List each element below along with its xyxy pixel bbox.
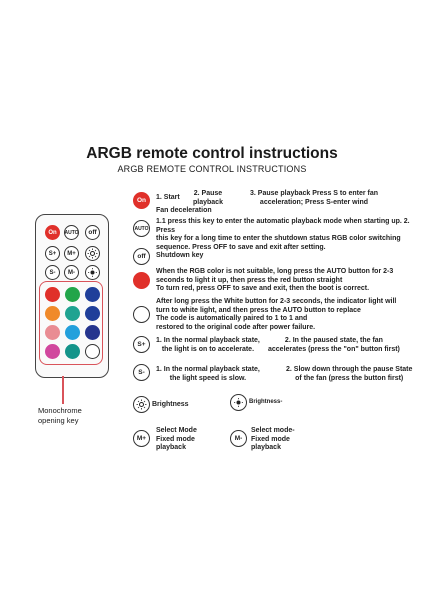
white-description [156, 298, 418, 332]
splus-b-line2: accelerates (press the "on" button first) [268, 345, 400, 353]
sminus-a-line1: 1. In the normal playback state, [156, 366, 260, 373]
brightness-down-key [85, 265, 100, 280]
mplus-line1: Select Mode [156, 427, 197, 434]
color-key [85, 287, 100, 302]
pause-line2: playback [193, 198, 223, 206]
m-plus-icon: M+ [133, 430, 150, 447]
color-key [65, 306, 80, 321]
auto-description [156, 218, 418, 252]
s-plus-normal [156, 337, 260, 354]
color-key [65, 287, 80, 302]
auto-icon: AUTO [133, 220, 150, 237]
color-key [45, 306, 60, 321]
brightness-up-icon [136, 399, 147, 410]
brightness-down-icon [87, 267, 98, 278]
mminus-line1: Select mode- [251, 427, 295, 434]
brightness-up-icon [87, 248, 98, 259]
m-plus-description [156, 427, 197, 453]
brightness-down-icon [233, 397, 244, 408]
s-plus-key: S+ [45, 246, 60, 261]
pause-playback-label [250, 190, 378, 207]
white-line4: restored to the original code after power failure. [156, 323, 316, 331]
color-key [45, 344, 60, 359]
brightness-up-label: Brightness [152, 401, 189, 408]
sminus-b-line2: of the fan (press the button first) [295, 374, 404, 382]
pause-playback-line2: acceleration; Press S-enter wind [259, 198, 369, 206]
color-key [85, 344, 100, 359]
mplus-line2: Fixed mode [156, 435, 195, 443]
fan-deceleration-label: Fan deceleration [156, 207, 212, 214]
red-line1: When the RGB color is not suitable, long press the AUTO button for 2-3 [156, 268, 394, 275]
on-icon: On [133, 192, 150, 209]
auto-line2: this key for a long time to enter the shutdown status RGB color switching [156, 235, 401, 243]
red-description [156, 268, 418, 294]
page-subtitle: ARGB REMOTE CONTROL INSTRUCTIONS [117, 164, 307, 174]
color-key [65, 344, 80, 359]
s-plus-icon: S+ [133, 336, 150, 353]
red-line2: seconds to light it up, then press the red button straight [156, 276, 343, 284]
page-title: ARGB remote control instructions [86, 145, 338, 162]
monochrome-label-line1: Monochrome [38, 406, 82, 415]
brightness-down-row-icon [230, 394, 247, 411]
remote-control [35, 214, 109, 378]
sminus-b-line1: 2. Slow down through the pause State [286, 366, 413, 373]
monochrome-label [38, 406, 108, 426]
pause-playback-line1: 3. Pause playback Press S to enter fan [250, 190, 379, 197]
white-color-icon [133, 306, 150, 323]
s-minus-normal [156, 366, 260, 383]
m-minus-icon: M- [230, 430, 247, 447]
mplus-line3: playback [156, 444, 186, 452]
mminus-line2: Fixed mode [251, 435, 290, 443]
brightness-up-key [85, 246, 100, 261]
red-line3: To turn red, press OFF to save and exit, then the boot is correct. [156, 285, 370, 293]
white-line2: turn to white light, and then press the AUTO button to replace [156, 306, 361, 314]
color-key [85, 325, 100, 340]
auto-line1: 1.1 press this key to enter the automatic playback mode when starting up. 2. Press [156, 218, 410, 234]
pause-line1: 2. Pause [193, 190, 223, 197]
s-plus-paused [268, 337, 400, 354]
start-label: 1. Start [156, 194, 180, 201]
color-key [85, 306, 100, 321]
off-icon: off [133, 248, 150, 265]
white-line1: After long press the White button for 2-3 seconds, the indicator light will [156, 298, 397, 305]
m-minus-key: M- [64, 265, 79, 280]
brightness-down-label: Brightness- [249, 399, 283, 405]
splus-b-line1: 2. In the paused state, the fan [284, 337, 383, 344]
auto-key: AUTO [64, 225, 79, 240]
red-color-icon [133, 272, 150, 289]
mminus-line3: playback [251, 444, 281, 452]
pause-label [193, 190, 223, 207]
brightness-up-row-icon [133, 396, 150, 413]
white-line3: The code is automatically paired to 1 to 1 and [156, 315, 308, 323]
s-minus-icon: S- [133, 364, 150, 381]
off-key: off [85, 225, 100, 240]
m-plus-key: M+ [64, 246, 79, 261]
splus-a-line1: 1. In the normal playback state, [156, 337, 260, 344]
on-key: On [45, 225, 60, 240]
splus-a-line2: the light is on to accelerate. [161, 345, 255, 353]
m-minus-description [251, 427, 295, 453]
color-key [65, 325, 80, 340]
monochrome-label-line2: opening key [38, 416, 79, 425]
color-key [45, 287, 60, 302]
sminus-a-line2: the light speed is slow. [169, 374, 247, 382]
s-minus-paused [286, 366, 412, 383]
label-connector-line [62, 376, 64, 404]
s-minus-key: S- [45, 265, 60, 280]
auto-line3: sequence. Press OFF to save and exit after setting. [156, 243, 326, 251]
color-key [45, 325, 60, 340]
shutdown-label: Shutdown key [156, 252, 204, 259]
